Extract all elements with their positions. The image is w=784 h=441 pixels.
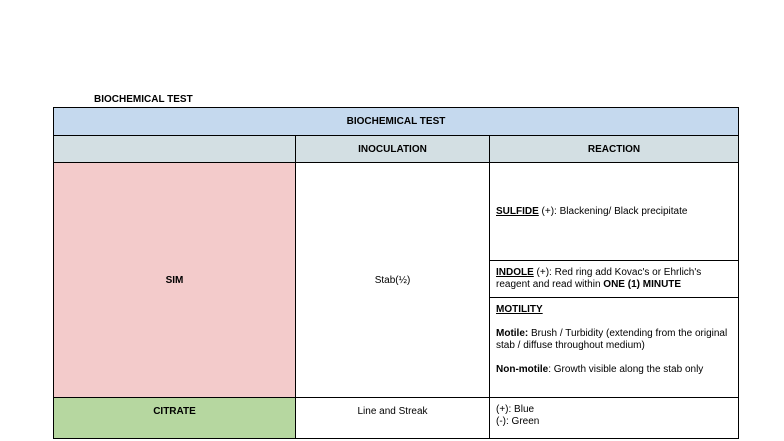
citrate-negative: (-): Green	[496, 416, 540, 427]
table-title: BIOCHEMICAL TEST	[54, 108, 739, 136]
motile-text: Brush / Turbidity (extending from the original stab / diffuse throughout medium)	[496, 328, 728, 351]
indole-text: (+): Red ring add Kovac's or Ehrlich's reagent and read within	[496, 267, 702, 290]
reaction-indole	[490, 261, 739, 298]
reaction-citrate	[490, 398, 739, 439]
sulfide-label: SULFIDE	[496, 205, 539, 217]
header-test-name	[54, 136, 296, 163]
reaction-motility	[490, 298, 739, 398]
biochemical-test-table	[53, 107, 739, 439]
inoculation-citrate: Line and Streak	[296, 398, 490, 439]
indole-emphasis: ONE (1) MINUTE	[603, 279, 682, 290]
motility-label: MOTILITY	[496, 304, 543, 315]
table-row-citrate	[54, 398, 739, 439]
reaction-sulfide	[490, 163, 739, 261]
document-caption: BIOCHEMICAL TEST	[94, 94, 193, 105]
inoculation-sim: Stab(½)	[296, 163, 490, 398]
motile-label: Motile:	[496, 328, 529, 339]
nonmotile-text: : Growth visible along the stab only	[548, 364, 704, 375]
sulfide-text: (+): Blackening/ Black precipitate	[538, 205, 688, 217]
table-row-sim	[54, 163, 739, 261]
indole-label: INDOLE	[496, 267, 534, 278]
header-reaction: REACTION	[490, 136, 739, 163]
header-inoculation: INOCULATION	[296, 136, 490, 163]
test-name-sim: SIM	[54, 163, 296, 398]
citrate-positive: (+): Blue	[496, 404, 535, 415]
nonmotile-label: Non-motile	[496, 364, 549, 375]
test-name-citrate: CITRATE	[54, 398, 296, 439]
